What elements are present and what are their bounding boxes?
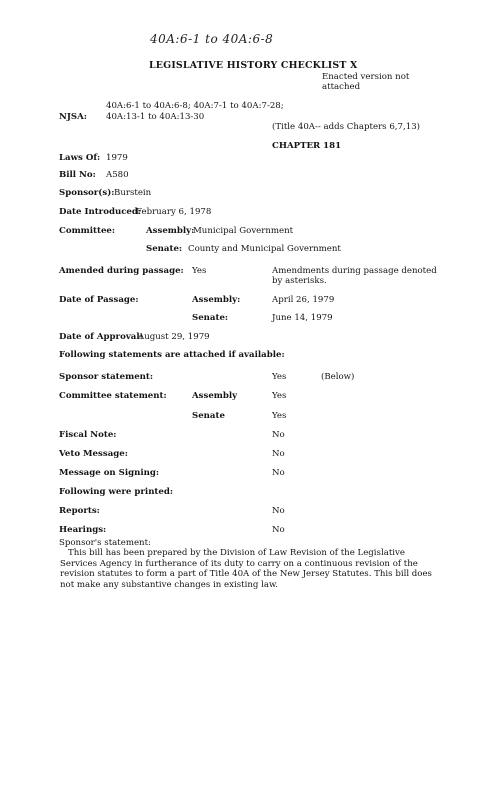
approval-label: Date of Approval: <box>59 332 143 342</box>
committee-statement-senate-label: Senate <box>192 411 225 421</box>
date-introduced-value: February 6, 1978 <box>136 207 212 217</box>
passage-senate-label: Senate: <box>192 313 229 323</box>
amended-value: Yes <box>192 266 207 276</box>
sponsors-value: Burstein <box>114 188 152 198</box>
chapter-number: CHAPTER 181 <box>272 141 342 151</box>
passage-senate-value: June 14, 1979 <box>272 313 333 323</box>
date-introduced-label: Date Introduced: <box>59 207 142 217</box>
statement-body <box>60 548 432 590</box>
veto-message-label: Veto Message: <box>59 449 128 459</box>
committee-label: Committee: <box>59 226 116 236</box>
njsa-line2: 40A:13-1 to 40A:13-30 <box>106 112 205 122</box>
committee-statement-senate-value: Yes <box>272 411 287 421</box>
bill-no-value: A580 <box>106 170 129 180</box>
attached-statements-heading: Following statements are attached if available: <box>59 350 285 360</box>
passage-assembly-value: April 26, 1979 <box>272 295 335 305</box>
hearings-label: Hearings: <box>59 525 107 535</box>
sponsors-label: Sponsor(s): <box>59 188 115 198</box>
printed-heading: Following were printed: <box>59 487 174 497</box>
committee-assembly-label: Assembly: <box>146 226 195 236</box>
enacted-note-line1: Enacted version not <box>322 72 410 82</box>
njsa-line1: 40A:6-1 to 40A:6-8; 40A:7-1 to 40A:7-28; <box>106 101 284 111</box>
laws-of-value: 1979 <box>106 153 128 163</box>
statement-body-text: This bill has been prepared by the Division of Law Revision of the Legislative Services Agency in furtherance of its duty to carry on a continuous revision of the revision statutes to form a part of Title 40A of the New Jersey Statutes. This bill does not make any substantive changes in existing law. <box>60 548 432 590</box>
committee-senate-value: County and Municipal Government <box>188 244 341 254</box>
page-title: LEGISLATIVE HISTORY CHECKLIST X <box>149 60 358 71</box>
message-on-signing-value: No <box>272 468 285 478</box>
njsa-label: NJSA: <box>59 112 87 122</box>
laws-of-label: Laws Of: <box>59 153 101 163</box>
committee-assembly-value: Municipal Government <box>193 226 294 236</box>
sponsor-statement-note: (Below) <box>321 372 355 382</box>
handwritten-annotation: 40A:6-1 to 40A:6-8 <box>150 32 274 46</box>
statement-heading: Sponsor's statement: <box>59 538 151 548</box>
message-on-signing-label: Message on Signing: <box>59 468 160 478</box>
amended-label: Amended during passage: <box>59 266 184 276</box>
njsa-note: (Title 40A-- adds Chapters 6,7,13) <box>272 122 421 132</box>
sponsor-statement-label: Sponsor statement: <box>59 372 154 382</box>
committee-statement-assembly-value: Yes <box>272 391 287 401</box>
reports-label: Reports: <box>59 506 100 516</box>
passage-label: Date of Passage: <box>59 295 139 305</box>
enacted-note-line2: attached <box>322 82 361 92</box>
fiscal-note-label: Fiscal Note: <box>59 430 117 440</box>
approval-value: August 29, 1979 <box>138 332 210 342</box>
hearings-value: No <box>272 525 285 535</box>
sponsor-statement-value: Yes <box>272 372 287 382</box>
bill-no-label: Bill No: <box>59 170 96 180</box>
fiscal-note-value: No <box>272 430 285 440</box>
committee-statement-label: Committee statement: <box>59 391 167 401</box>
amended-note-line2: by asterisks. <box>272 276 327 286</box>
amended-note-line1: Amendments during passage denoted <box>272 266 437 276</box>
passage-assembly-label: Assembly: <box>192 295 241 305</box>
committee-statement-assembly-label: Assembly <box>192 391 238 401</box>
committee-senate-label: Senate: <box>146 244 183 254</box>
veto-message-value: No <box>272 449 285 459</box>
reports-value: No <box>272 506 285 516</box>
